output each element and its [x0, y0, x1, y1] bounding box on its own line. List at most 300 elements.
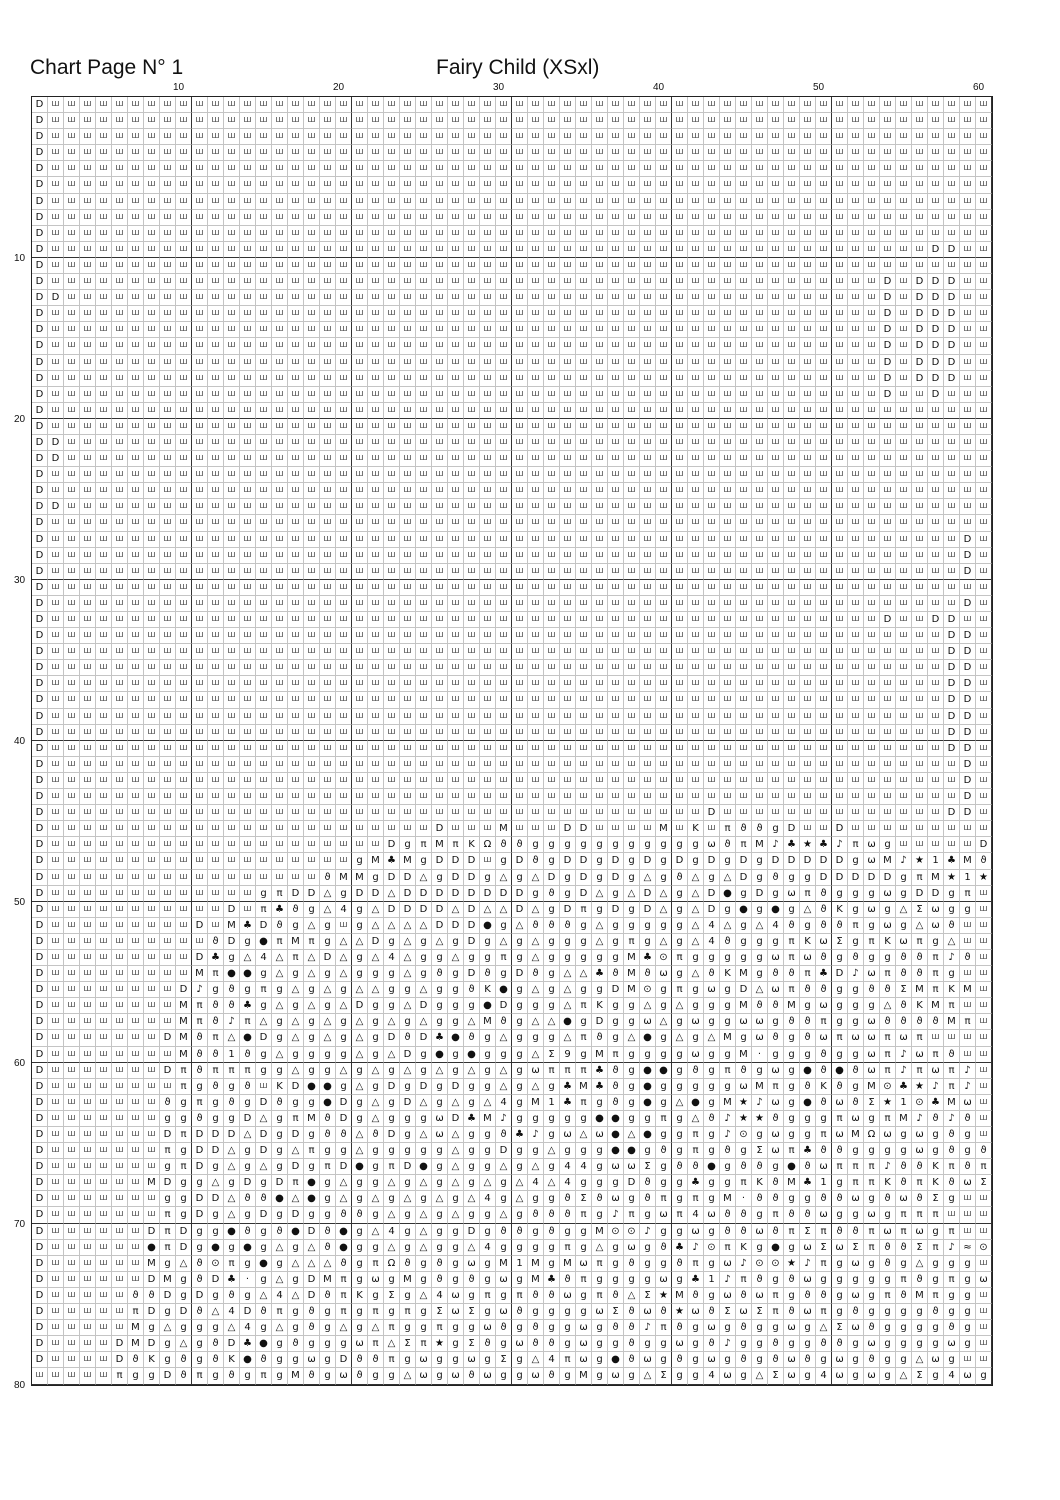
grid-cell: △ [272, 1272, 288, 1288]
grid-cell: ш [272, 419, 288, 435]
grid-cell: ω [704, 982, 720, 998]
grid-cell: ш [752, 274, 768, 290]
grid-cell: ш [480, 596, 496, 612]
grid-cell: ш [608, 660, 624, 676]
grid-cell: ш [144, 1111, 160, 1127]
grid-cell: ш [656, 660, 672, 676]
grid-cell: ш [832, 692, 848, 708]
grid-cell: ш [608, 612, 624, 628]
grid-cell: ш [368, 226, 384, 242]
grid-cell: M [928, 998, 944, 1014]
grid-cell: ш [544, 419, 560, 435]
grid-cell: ϑ [512, 1304, 528, 1320]
grid-cell: ш [288, 596, 304, 612]
grid-cell: D [512, 966, 528, 982]
grid-cell: ш [848, 692, 864, 708]
grid-cell: ш [64, 403, 80, 419]
grid-cell: D [512, 853, 528, 869]
grid-cell: ш [912, 419, 928, 435]
grid-cell: ш [352, 161, 368, 177]
grid-cell: ш [832, 290, 848, 306]
grid-cell: ϑ [560, 918, 576, 934]
grid-cell: ш [64, 467, 80, 483]
grid-cell: ш [864, 709, 880, 725]
grid-cell: ш [960, 210, 976, 226]
grid-cell: g [736, 1143, 752, 1159]
grid-cell: ш [496, 161, 512, 177]
grid-cell: ш [640, 274, 656, 290]
grid-cell: ш [336, 194, 352, 210]
grid-cell: ш [672, 644, 688, 660]
grid-cell: ш [832, 660, 848, 676]
grid-cell: △ [288, 1030, 304, 1046]
grid-cell: ш [528, 741, 544, 757]
grid-cell: ϑ [768, 1175, 784, 1191]
grid-cell: ш [160, 322, 176, 338]
grid-cell: △ [416, 1095, 432, 1111]
grid-cell: ш [304, 274, 320, 290]
grid-cell: ш [944, 499, 960, 515]
grid-cell: ш [896, 258, 912, 274]
grid-cell: ш [784, 210, 800, 226]
grid-cell: g [880, 1368, 896, 1384]
grid-cell: ш [880, 403, 896, 419]
grid-cell: g [928, 1336, 944, 1352]
grid-cell: M [176, 1014, 192, 1030]
grid-cell: ш [304, 789, 320, 805]
grid-cell: g [400, 1240, 416, 1256]
grid-cell: ш [656, 789, 672, 805]
grid-cell: g [512, 998, 528, 1014]
grid-cell: ш [880, 483, 896, 499]
grid-cell: ш [416, 580, 432, 596]
grid-cell: π [336, 1288, 352, 1304]
grid-cell: ш [608, 483, 624, 499]
grid-cell: ш [160, 757, 176, 773]
grid-cell: △ [592, 918, 608, 934]
grid-cell: ш [512, 161, 528, 177]
grid-cell: ш [560, 306, 576, 322]
grid-cell: D [144, 1224, 160, 1240]
grid-cell: ш [272, 290, 288, 306]
grid-cell: ш [912, 709, 928, 725]
grid-cell: ш [336, 676, 352, 692]
grid-cell: ш [160, 628, 176, 644]
grid-cell: ш [544, 451, 560, 467]
grid-cell: ш [864, 821, 880, 837]
grid-cell: ш [288, 403, 304, 419]
grid-cell: ш [912, 258, 928, 274]
grid-cell: g [400, 1127, 416, 1143]
grid-cell: π [480, 1288, 496, 1304]
grid-cell: ш [560, 242, 576, 258]
grid-cell: D [32, 435, 48, 451]
grid-cell: g [928, 1127, 944, 1143]
grid-cell: ш [64, 242, 80, 258]
grid-cell: △ [160, 1320, 176, 1336]
grid-cell: ш [912, 644, 928, 660]
grid-cell: ш [720, 467, 736, 483]
grid-cell: ш [560, 194, 576, 210]
grid-cell: ω [624, 1159, 640, 1175]
grid-cell: π [688, 1256, 704, 1272]
grid-cell: ш [592, 355, 608, 371]
grid-cell: ш [272, 676, 288, 692]
grid-cell: ш [880, 709, 896, 725]
grid-cell: ш [96, 934, 112, 950]
grid-cell: ш [896, 564, 912, 580]
grid-cell: π [928, 950, 944, 966]
grid-cell: ш [112, 1111, 128, 1127]
grid-cell: ш [128, 1030, 144, 1046]
grid-cell: D [944, 805, 960, 821]
grid-cell: ш [176, 451, 192, 467]
grid-cell: ш [304, 644, 320, 660]
grid-cell: π [880, 1111, 896, 1127]
grid-cell: ш [368, 177, 384, 193]
grid-cell: ш [384, 177, 400, 193]
grid-cell: △ [352, 1143, 368, 1159]
grid-cell: π [880, 1030, 896, 1046]
grid-cell: ш [400, 467, 416, 483]
grid-cell: ш [944, 435, 960, 451]
grid-cell: ш [656, 644, 672, 660]
grid-cell: g [880, 1207, 896, 1223]
grid-cell: ω [752, 1014, 768, 1030]
grid-cell: ш [208, 145, 224, 161]
grid-cell: g [560, 886, 576, 902]
grid-cell: g [448, 1256, 464, 1272]
grid-cell: ш [672, 532, 688, 548]
grid-cell: g [640, 1207, 656, 1223]
grid-cell: ш [656, 773, 672, 789]
grid-cell: ш [624, 596, 640, 612]
grid-cell: ш [736, 242, 752, 258]
grid-cell: ш [640, 290, 656, 306]
grid-cell: ш [768, 499, 784, 515]
grid-cell: ш [272, 145, 288, 161]
grid-cell: ш [752, 644, 768, 660]
grid-cell: g [752, 966, 768, 982]
grid-cell: ш [640, 773, 656, 789]
grid-cell: ш [736, 274, 752, 290]
grid-cell: ш [128, 950, 144, 966]
grid-cell: ш [416, 821, 432, 837]
grid-cell: g [928, 934, 944, 950]
grid-cell: ш [960, 306, 976, 322]
grid-cell: ♪ [832, 837, 848, 853]
grid-cell: △ [400, 1063, 416, 1079]
grid-cell: ● [448, 1030, 464, 1046]
grid-cell: ϑ [288, 902, 304, 918]
grid-cell: ш [96, 1111, 112, 1127]
grid-cell: ш [784, 757, 800, 773]
grid-cell: ш [144, 338, 160, 354]
grid-cell: ш [800, 274, 816, 290]
grid-cell: ш [736, 371, 752, 387]
grid-cell: ш [448, 660, 464, 676]
grid-cell: ш [896, 644, 912, 660]
grid-cell: ш [528, 242, 544, 258]
grid-cell: ш [768, 226, 784, 242]
grid-cell: ш [496, 129, 512, 145]
grid-cell: ш [144, 1159, 160, 1175]
grid-cell: π [112, 1368, 128, 1384]
grid-cell: D [256, 1207, 272, 1223]
grid-cell: ш [800, 692, 816, 708]
grid-cell: D [192, 1288, 208, 1304]
grid-cell: ш [128, 97, 144, 113]
grid-cell: g [848, 1272, 864, 1288]
grid-cell: D [32, 1352, 48, 1368]
grid-cell: g [544, 837, 560, 853]
grid-cell: ш [96, 870, 112, 886]
grid-cell: Σ [912, 1240, 928, 1256]
grid-cell: ш [944, 194, 960, 210]
grid-cell: ш [512, 821, 528, 837]
grid-cell: ш [112, 129, 128, 145]
grid-cell: ш [640, 113, 656, 129]
grid-cell: ш [400, 451, 416, 467]
grid-cell: ϑ [848, 1063, 864, 1079]
grid-cell: ш [464, 290, 480, 306]
grid-cell: D [624, 1175, 640, 1191]
grid-cell: π [272, 934, 288, 950]
grid-cell: D [944, 628, 960, 644]
grid-cell: △ [384, 1240, 400, 1256]
grid-cell: g [784, 1240, 800, 1256]
grid-cell: D [960, 692, 976, 708]
grid-cell: ш [144, 387, 160, 403]
grid-cell: ш [336, 773, 352, 789]
grid-cell: g [688, 982, 704, 998]
grid-cell: ш [928, 483, 944, 499]
grid-cell: ш [96, 1143, 112, 1159]
grid-cell: ш [256, 371, 272, 387]
grid-cell: ш [288, 387, 304, 403]
grid-cell: ш [688, 97, 704, 113]
grid-cell: D [944, 355, 960, 371]
grid-cell: ш [720, 725, 736, 741]
grid-cell: π [272, 886, 288, 902]
grid-cell: ш [656, 596, 672, 612]
grid-cell: ω [576, 1352, 592, 1368]
grid-cell: ш [224, 773, 240, 789]
grid-cell: g [928, 1368, 944, 1384]
grid-cell: ш [304, 161, 320, 177]
grid-cell: ш [864, 226, 880, 242]
grid-cell: ш [160, 789, 176, 805]
grid-cell: ω [448, 1368, 464, 1384]
grid-cell: ш [784, 692, 800, 708]
grid-cell: ϑ [768, 1030, 784, 1046]
grid-cell: ш [144, 918, 160, 934]
grid-cell: ш [176, 709, 192, 725]
grid-cell: ш [976, 805, 992, 821]
grid-cell: ● [320, 1079, 336, 1095]
grid-cell: ш [512, 145, 528, 161]
grid-cell: D [32, 950, 48, 966]
grid-cell: ϑ [656, 1143, 672, 1159]
grid-cell: ш [592, 161, 608, 177]
grid-cell: ш [448, 644, 464, 660]
grid-cell: ш [816, 773, 832, 789]
grid-cell: ш [496, 290, 512, 306]
grid-cell: ш [80, 1079, 96, 1095]
grid-cell: g [432, 1240, 448, 1256]
grid-cell: ● [336, 1240, 352, 1256]
grid-cell: ш [624, 355, 640, 371]
grid-cell: ш [896, 177, 912, 193]
grid-cell: ш [64, 982, 80, 998]
grid-cell: ш [560, 371, 576, 387]
grid-cell: ш [176, 483, 192, 499]
grid-cell: g [512, 1207, 528, 1223]
grid-cell: ш [272, 435, 288, 451]
grid-cell: g [704, 950, 720, 966]
grid-cell: ш [304, 676, 320, 692]
grid-cell: g [976, 1368, 992, 1384]
grid-cell: g [288, 1240, 304, 1256]
grid-cell: g [224, 1079, 240, 1095]
grid-cell: M [848, 1127, 864, 1143]
grid-cell: g [464, 1207, 480, 1223]
grid-cell: 4 [480, 1240, 496, 1256]
grid-cell: D [272, 1175, 288, 1191]
grid-cell: ш [112, 242, 128, 258]
grid-cell: ш [256, 177, 272, 193]
grid-cell: ш [224, 242, 240, 258]
grid-cell: g [928, 1272, 944, 1288]
grid-cell: ш [480, 355, 496, 371]
row-label: 20 [14, 414, 26, 425]
grid-cell: ш [784, 644, 800, 660]
grid-cell: g [896, 1352, 912, 1368]
grid-cell: △ [224, 1030, 240, 1046]
grid-cell: ш [512, 387, 528, 403]
grid-cell: ϑ [464, 1030, 480, 1046]
grid-cell: ш [960, 483, 976, 499]
grid-cell: D [304, 1272, 320, 1288]
grid-cell: ш [176, 628, 192, 644]
grid-cell: ш [416, 532, 432, 548]
grid-cell: ш [384, 548, 400, 564]
grid-cell: ш [752, 467, 768, 483]
grid-cell: M [720, 1191, 736, 1207]
grid-cell: ш [688, 741, 704, 757]
grid-cell: ш [448, 419, 464, 435]
grid-cell: g [368, 1288, 384, 1304]
grid-cell: g [496, 1240, 512, 1256]
grid-cell: ш [528, 194, 544, 210]
grid-cell: ш [176, 660, 192, 676]
grid-cell: ш [144, 242, 160, 258]
grid-cell: ш [944, 387, 960, 403]
grid-cell: π [848, 918, 864, 934]
grid-cell: ш [192, 435, 208, 451]
grid-cell: ш [608, 113, 624, 129]
grid-cell: ш [864, 596, 880, 612]
grid-cell: π [576, 1207, 592, 1223]
grid-cell: ш [64, 451, 80, 467]
grid-cell: ш [784, 564, 800, 580]
grid-cell: ш [144, 1127, 160, 1143]
grid-cell: ш [464, 725, 480, 741]
grid-cell: ш [960, 226, 976, 242]
grid-cell: ⊙ [208, 1256, 224, 1272]
grid-cell: ш [80, 532, 96, 548]
grid-cell: ш [192, 177, 208, 193]
grid-cell: ш [512, 499, 528, 515]
grid-cell: △ [400, 1368, 416, 1384]
grid-cell: ш [960, 242, 976, 258]
grid-cell: ш [480, 194, 496, 210]
grid-cell: ш [480, 532, 496, 548]
grid-cell: ш [976, 226, 992, 242]
grid-cell: g [656, 918, 672, 934]
grid-cell: ω [720, 1288, 736, 1304]
grid-cell: ш [512, 306, 528, 322]
grid-cell: Σ [800, 1224, 816, 1240]
grid-cell: ш [480, 805, 496, 821]
grid-cell: ш [896, 194, 912, 210]
grid-cell: ш [848, 612, 864, 628]
grid-cell: ш [464, 338, 480, 354]
grid-cell: ш [880, 97, 896, 113]
grid-cell: ш [400, 290, 416, 306]
grid-cell: ш [592, 789, 608, 805]
grid-cell: ш [176, 612, 192, 628]
grid-cell: △ [400, 998, 416, 1014]
grid-cell: ш [304, 692, 320, 708]
grid-cell: g [960, 1256, 976, 1272]
grid-cell: △ [624, 1030, 640, 1046]
grid-cell: ϑ [784, 918, 800, 934]
grid-cell: ш [208, 741, 224, 757]
grid-cell: ш [656, 467, 672, 483]
grid-cell: ϑ [816, 982, 832, 998]
grid-cell: g [512, 1352, 528, 1368]
grid-cell: g [224, 950, 240, 966]
grid-cell: ш [368, 274, 384, 290]
grid-cell: ш [592, 258, 608, 274]
grid-cell: ш [672, 194, 688, 210]
grid-cell: π [208, 966, 224, 982]
grid-cell: g [384, 1063, 400, 1079]
grid-cell: ш [624, 709, 640, 725]
grid-cell: ш [288, 515, 304, 531]
grid-cell: g [560, 837, 576, 853]
grid-cell: ш [768, 725, 784, 741]
grid-cell: Ω [864, 1127, 880, 1143]
grid-cell: ш [528, 210, 544, 226]
grid-cell: D [912, 371, 928, 387]
grid-cell: g [384, 1304, 400, 1320]
grid-cell: ш [432, 741, 448, 757]
grid-cell: ш [112, 918, 128, 934]
grid-cell: ш [592, 483, 608, 499]
grid-cell: D [512, 902, 528, 918]
grid-cell: D [400, 1047, 416, 1063]
grid-cell: ● [432, 1047, 448, 1063]
grid-cell: g [592, 1352, 608, 1368]
grid-cell: ш [336, 435, 352, 451]
grid-cell: ш [240, 371, 256, 387]
grid-cell: g [448, 1014, 464, 1030]
grid-cell: ш [240, 789, 256, 805]
grid-cell: π [816, 1304, 832, 1320]
grid-cell: ш [48, 1079, 64, 1095]
